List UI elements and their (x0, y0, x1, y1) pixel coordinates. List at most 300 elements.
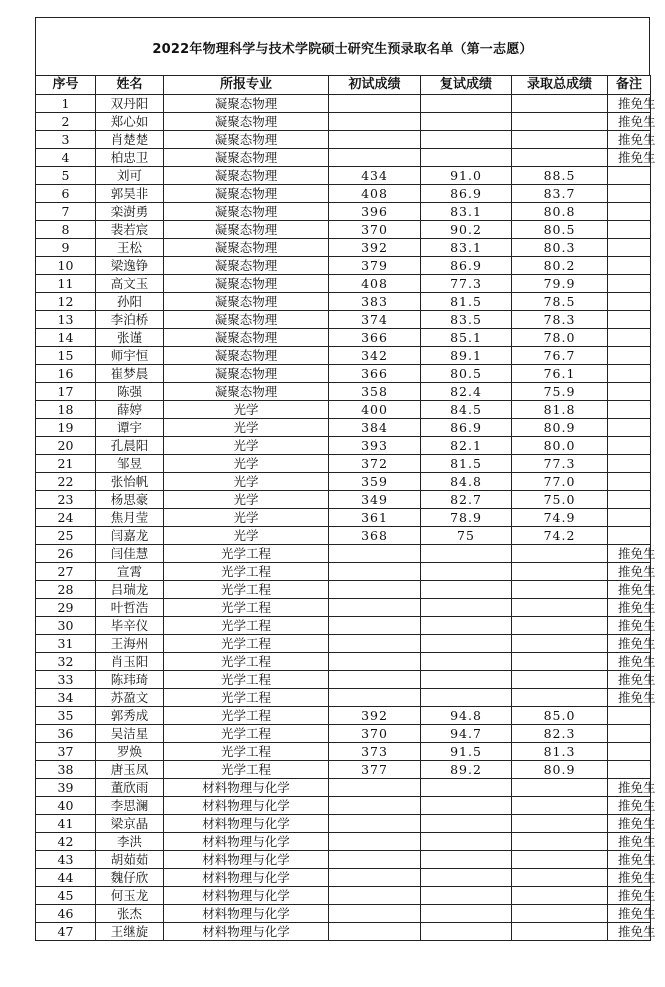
cell-total-score (512, 671, 608, 689)
cell-initial-score (329, 131, 421, 149)
table-row (36, 923, 651, 941)
cell-retest-score: 77.3 (421, 275, 512, 293)
cell-index: 14 (36, 329, 96, 347)
cell-major: 材料物理与化学 (164, 869, 329, 887)
admission-sheet (35, 17, 656, 941)
cell-retest-score: 91.5 (421, 743, 512, 761)
cell-initial-score (329, 815, 421, 833)
table-row (36, 509, 651, 527)
cell-retest-score (421, 887, 512, 905)
cell-initial-score (329, 671, 421, 689)
cell-major: 凝聚态物理 (164, 185, 329, 203)
cell-index: 11 (36, 275, 96, 293)
table-row (36, 527, 651, 545)
table-row (36, 887, 651, 905)
cell-major: 材料物理与化学 (164, 815, 329, 833)
table-body (36, 95, 656, 941)
cell-major: 光学工程 (164, 635, 329, 653)
cell-total-score (512, 869, 608, 887)
cell-retest-score: 78.9 (421, 509, 512, 527)
cell-major: 光学工程 (164, 689, 329, 707)
cell-name: 郭昊非 (96, 185, 164, 203)
cell-total-score (512, 131, 608, 149)
cell-initial-score (329, 833, 421, 851)
cell-total-score (512, 545, 608, 563)
cell-remark (608, 473, 651, 491)
cell-initial-score: 392 (329, 707, 421, 725)
table-row (36, 365, 651, 383)
cell-remark: 推免生 (608, 635, 651, 653)
cell-name: 双丹阳 (96, 95, 164, 113)
cell-retest-score: 90.2 (421, 221, 512, 239)
table-row (36, 419, 651, 437)
cell-name: 崔梦晨 (96, 365, 164, 383)
cell-index: 46 (36, 905, 96, 923)
cell-remark: 推免生 (608, 689, 651, 707)
cell-major: 光学工程 (164, 581, 329, 599)
cell-major: 光学工程 (164, 599, 329, 617)
table-row (36, 599, 651, 617)
header-initial-score: 初试成绩 (329, 76, 421, 95)
cell-major: 光学 (164, 419, 329, 437)
cell-total-score: 80.8 (512, 203, 608, 221)
cell-index: 15 (36, 347, 96, 365)
cell-retest-score (421, 653, 512, 671)
cell-index: 8 (36, 221, 96, 239)
cell-retest-score (421, 815, 512, 833)
cell-retest-score: 86.9 (421, 419, 512, 437)
cell-major: 凝聚态物理 (164, 239, 329, 257)
cell-initial-score: 370 (329, 221, 421, 239)
header-name: 姓名 (96, 76, 164, 95)
cell-remark: 推免生 (608, 581, 651, 599)
cell-total-score: 81.3 (512, 743, 608, 761)
cell-initial-score (329, 545, 421, 563)
cell-name: 杨思豪 (96, 491, 164, 509)
table-row (36, 293, 651, 311)
cell-remark: 推免生 (608, 887, 651, 905)
table-row (36, 563, 651, 581)
cell-remark (608, 491, 651, 509)
cell-remark (608, 707, 651, 725)
cell-remark: 推免生 (608, 671, 651, 689)
table-row (36, 455, 651, 473)
cell-index: 30 (36, 617, 96, 635)
cell-index: 37 (36, 743, 96, 761)
cell-name: 闫佳慧 (96, 545, 164, 563)
cell-remark: 推免生 (608, 905, 651, 923)
cell-major: 凝聚态物理 (164, 275, 329, 293)
cell-name: 焦月莹 (96, 509, 164, 527)
cell-name: 王继旋 (96, 923, 164, 941)
cell-index: 13 (36, 311, 96, 329)
cell-remark: 推免生 (608, 95, 651, 113)
table-row (36, 581, 651, 599)
cell-total-score (512, 617, 608, 635)
cell-remark (608, 365, 651, 383)
cell-initial-score (329, 113, 421, 131)
table-row (36, 347, 651, 365)
admission-table (35, 75, 656, 941)
cell-remark: 推免生 (608, 653, 651, 671)
cell-major: 材料物理与化学 (164, 923, 329, 941)
table-row (36, 779, 651, 797)
cell-retest-score (421, 905, 512, 923)
cell-total-score (512, 653, 608, 671)
cell-name: 唐玉凤 (96, 761, 164, 779)
cell-total-score (512, 887, 608, 905)
cell-total-score (512, 689, 608, 707)
cell-name: 郭秀成 (96, 707, 164, 725)
cell-name: 毕辛仪 (96, 617, 164, 635)
cell-retest-score: 89.2 (421, 761, 512, 779)
cell-retest-score (421, 923, 512, 941)
cell-major: 光学工程 (164, 761, 329, 779)
cell-initial-score (329, 581, 421, 599)
cell-name: 张谨 (96, 329, 164, 347)
cell-total-score (512, 599, 608, 617)
cell-total-score (512, 833, 608, 851)
cell-initial-score (329, 635, 421, 653)
table-row (36, 635, 651, 653)
table-row (36, 329, 651, 347)
table-row (36, 275, 651, 293)
cell-index: 36 (36, 725, 96, 743)
cell-name: 闫嘉龙 (96, 527, 164, 545)
cell-index: 33 (36, 671, 96, 689)
cell-retest-score: 83.1 (421, 239, 512, 257)
cell-name: 柏忠卫 (96, 149, 164, 167)
header-major: 所报专业 (164, 76, 329, 95)
cell-name: 何玉龙 (96, 887, 164, 905)
cell-retest-score (421, 581, 512, 599)
cell-major: 材料物理与化学 (164, 851, 329, 869)
cell-initial-score (329, 923, 421, 941)
cell-retest-score: 86.9 (421, 185, 512, 203)
cell-total-score: 80.9 (512, 419, 608, 437)
table-row (36, 383, 651, 401)
cell-index: 28 (36, 581, 96, 599)
cell-retest-score: 84.5 (421, 401, 512, 419)
cell-name: 孙阳 (96, 293, 164, 311)
cell-total-score (512, 635, 608, 653)
cell-initial-score (329, 653, 421, 671)
table-row (36, 95, 651, 113)
cell-name: 王海州 (96, 635, 164, 653)
cell-index: 9 (36, 239, 96, 257)
cell-index: 24 (36, 509, 96, 527)
cell-total-score (512, 95, 608, 113)
cell-initial-score: 434 (329, 167, 421, 185)
cell-retest-score: 83.5 (421, 311, 512, 329)
cell-major: 凝聚态物理 (164, 221, 329, 239)
cell-remark (608, 347, 651, 365)
cell-initial-score: 377 (329, 761, 421, 779)
cell-remark: 推免生 (608, 113, 651, 131)
cell-remark (608, 275, 651, 293)
cell-name: 罗焕 (96, 743, 164, 761)
cell-index: 20 (36, 437, 96, 455)
cell-index: 5 (36, 167, 96, 185)
table-row (36, 761, 651, 779)
cell-major: 凝聚态物理 (164, 95, 329, 113)
cell-initial-score: 373 (329, 743, 421, 761)
cell-major: 光学 (164, 455, 329, 473)
cell-index: 42 (36, 833, 96, 851)
table-row (36, 833, 651, 851)
cell-major: 材料物理与化学 (164, 905, 329, 923)
cell-name: 刘可 (96, 167, 164, 185)
cell-index: 31 (36, 635, 96, 653)
cell-name: 邹昱 (96, 455, 164, 473)
cell-major: 光学工程 (164, 671, 329, 689)
cell-retest-score: 82.7 (421, 491, 512, 509)
cell-remark (608, 203, 651, 221)
cell-major: 光学 (164, 437, 329, 455)
cell-remark: 推免生 (608, 851, 651, 869)
cell-remark (608, 509, 651, 527)
cell-initial-score: 379 (329, 257, 421, 275)
cell-index: 47 (36, 923, 96, 941)
cell-major: 光学工程 (164, 563, 329, 581)
table-row (36, 671, 651, 689)
cell-initial-score: 372 (329, 455, 421, 473)
cell-initial-score: 408 (329, 275, 421, 293)
cell-major: 光学 (164, 473, 329, 491)
cell-initial-score: 393 (329, 437, 421, 455)
cell-index: 45 (36, 887, 96, 905)
cell-total-score: 74.2 (512, 527, 608, 545)
cell-retest-score: 86.9 (421, 257, 512, 275)
cell-total-score: 75.0 (512, 491, 608, 509)
cell-remark (608, 311, 651, 329)
cell-index: 34 (36, 689, 96, 707)
cell-initial-score: 358 (329, 383, 421, 401)
cell-index: 4 (36, 149, 96, 167)
cell-major: 材料物理与化学 (164, 797, 329, 815)
cell-retest-score (421, 149, 512, 167)
table-row (36, 725, 651, 743)
cell-name: 董欣雨 (96, 779, 164, 797)
cell-index: 12 (36, 293, 96, 311)
cell-name: 李洪 (96, 833, 164, 851)
cell-total-score: 78.0 (512, 329, 608, 347)
cell-total-score: 80.0 (512, 437, 608, 455)
cell-name: 薛婷 (96, 401, 164, 419)
cell-total-score: 77.3 (512, 455, 608, 473)
cell-total-score (512, 923, 608, 941)
header-retest-score: 复试成绩 (421, 76, 512, 95)
cell-index: 19 (36, 419, 96, 437)
cell-major: 凝聚态物理 (164, 329, 329, 347)
cell-index: 40 (36, 797, 96, 815)
cell-remark (608, 761, 651, 779)
cell-total-score: 80.3 (512, 239, 608, 257)
table-row (36, 707, 651, 725)
cell-total-score (512, 797, 608, 815)
header-index: 序号 (36, 76, 96, 95)
cell-remark (608, 257, 651, 275)
cell-initial-score: 408 (329, 185, 421, 203)
cell-major: 光学工程 (164, 725, 329, 743)
title-box (35, 17, 650, 75)
cell-remark (608, 725, 651, 743)
table-row (36, 167, 651, 185)
cell-remark (608, 455, 651, 473)
cell-retest-score (421, 797, 512, 815)
cell-index: 43 (36, 851, 96, 869)
cell-remark: 推免生 (608, 779, 651, 797)
cell-retest-score (421, 599, 512, 617)
table-row (36, 869, 651, 887)
cell-name: 王松 (96, 239, 164, 257)
cell-remark: 推免生 (608, 797, 651, 815)
table-row (36, 203, 651, 221)
cell-total-score: 75.9 (512, 383, 608, 401)
cell-retest-score (421, 545, 512, 563)
cell-total-score: 78.3 (512, 311, 608, 329)
table-row (36, 149, 651, 167)
cell-major: 光学 (164, 491, 329, 509)
cell-remark (608, 293, 651, 311)
cell-major: 光学工程 (164, 653, 329, 671)
cell-total-score: 79.9 (512, 275, 608, 293)
cell-name: 裴若宸 (96, 221, 164, 239)
cell-initial-score: 383 (329, 293, 421, 311)
cell-retest-score: 89.1 (421, 347, 512, 365)
cell-name: 梁逸铮 (96, 257, 164, 275)
cell-initial-score: 396 (329, 203, 421, 221)
cell-index: 22 (36, 473, 96, 491)
cell-retest-score: 84.8 (421, 473, 512, 491)
cell-remark: 推免生 (608, 599, 651, 617)
cell-name: 张杰 (96, 905, 164, 923)
cell-total-score (512, 851, 608, 869)
cell-total-score (512, 113, 608, 131)
cell-name: 张怡帆 (96, 473, 164, 491)
cell-retest-score: 75 (421, 527, 512, 545)
cell-total-score (512, 905, 608, 923)
cell-total-score: 77.0 (512, 473, 608, 491)
cell-major: 凝聚态物理 (164, 149, 329, 167)
cell-initial-score (329, 689, 421, 707)
cell-name: 梁京晶 (96, 815, 164, 833)
cell-initial-score: 359 (329, 473, 421, 491)
table-row (36, 113, 651, 131)
cell-major: 凝聚态物理 (164, 365, 329, 383)
cell-name: 郑心如 (96, 113, 164, 131)
table-row (36, 743, 651, 761)
cell-name: 叶哲浩 (96, 599, 164, 617)
cell-index: 39 (36, 779, 96, 797)
cell-initial-score: 342 (329, 347, 421, 365)
cell-name: 陈强 (96, 383, 164, 401)
table-row (36, 185, 651, 203)
cell-remark (608, 743, 651, 761)
cell-major: 光学 (164, 509, 329, 527)
cell-name: 魏仔欣 (96, 869, 164, 887)
cell-name: 李泊桥 (96, 311, 164, 329)
cell-index: 6 (36, 185, 96, 203)
cell-name: 吕瑞龙 (96, 581, 164, 599)
cell-index: 29 (36, 599, 96, 617)
cell-initial-score (329, 851, 421, 869)
cell-total-score (512, 779, 608, 797)
cell-retest-score (421, 113, 512, 131)
table-row (36, 815, 651, 833)
cell-major: 光学 (164, 401, 329, 419)
cell-major: 凝聚态物理 (164, 167, 329, 185)
cell-index: 10 (36, 257, 96, 275)
cell-retest-score: 94.7 (421, 725, 512, 743)
cell-initial-score: 400 (329, 401, 421, 419)
cell-retest-score (421, 833, 512, 851)
cell-total-score: 82.3 (512, 725, 608, 743)
cell-index: 44 (36, 869, 96, 887)
cell-initial-score: 366 (329, 365, 421, 383)
table-row (36, 545, 651, 563)
cell-major: 材料物理与化学 (164, 887, 329, 905)
cell-remark (608, 419, 651, 437)
document-title: 2022年物理科学与技术学院硕士研究生预录取名单（第一志愿） (152, 42, 533, 57)
cell-index: 1 (36, 95, 96, 113)
cell-major: 凝聚态物理 (164, 383, 329, 401)
cell-name: 苏盈文 (96, 689, 164, 707)
cell-total-score: 83.7 (512, 185, 608, 203)
cell-total-score: 80.2 (512, 257, 608, 275)
cell-remark: 推免生 (608, 923, 651, 941)
table-row (36, 851, 651, 869)
cell-index: 21 (36, 455, 96, 473)
cell-initial-score: 392 (329, 239, 421, 257)
cell-total-score: 74.9 (512, 509, 608, 527)
cell-remark: 推免生 (608, 617, 651, 635)
cell-name: 吴洁星 (96, 725, 164, 743)
cell-retest-score: 82.4 (421, 383, 512, 401)
cell-total-score (512, 815, 608, 833)
cell-initial-score: 349 (329, 491, 421, 509)
cell-name: 陈玮琦 (96, 671, 164, 689)
cell-major: 材料物理与化学 (164, 779, 329, 797)
cell-major: 凝聚态物理 (164, 203, 329, 221)
cell-remark (608, 401, 651, 419)
cell-initial-score (329, 617, 421, 635)
cell-major: 光学工程 (164, 707, 329, 725)
cell-index: 25 (36, 527, 96, 545)
cell-initial-score (329, 869, 421, 887)
table-row (36, 437, 651, 455)
cell-retest-score: 81.5 (421, 293, 512, 311)
cell-remark: 推免生 (608, 815, 651, 833)
cell-major: 光学 (164, 527, 329, 545)
cell-initial-score (329, 599, 421, 617)
cell-retest-score: 94.8 (421, 707, 512, 725)
cell-retest-score: 83.1 (421, 203, 512, 221)
table-row (36, 797, 651, 815)
cell-initial-score: 361 (329, 509, 421, 527)
cell-total-score: 76.1 (512, 365, 608, 383)
cell-remark (608, 221, 651, 239)
cell-total-score (512, 581, 608, 599)
cell-initial-score (329, 797, 421, 815)
table-row (36, 491, 651, 509)
cell-initial-score (329, 779, 421, 797)
cell-retest-score: 85.1 (421, 329, 512, 347)
cell-remark: 推免生 (608, 833, 651, 851)
cell-major: 凝聚态物理 (164, 257, 329, 275)
table-row (36, 131, 651, 149)
cell-name: 高文玉 (96, 275, 164, 293)
